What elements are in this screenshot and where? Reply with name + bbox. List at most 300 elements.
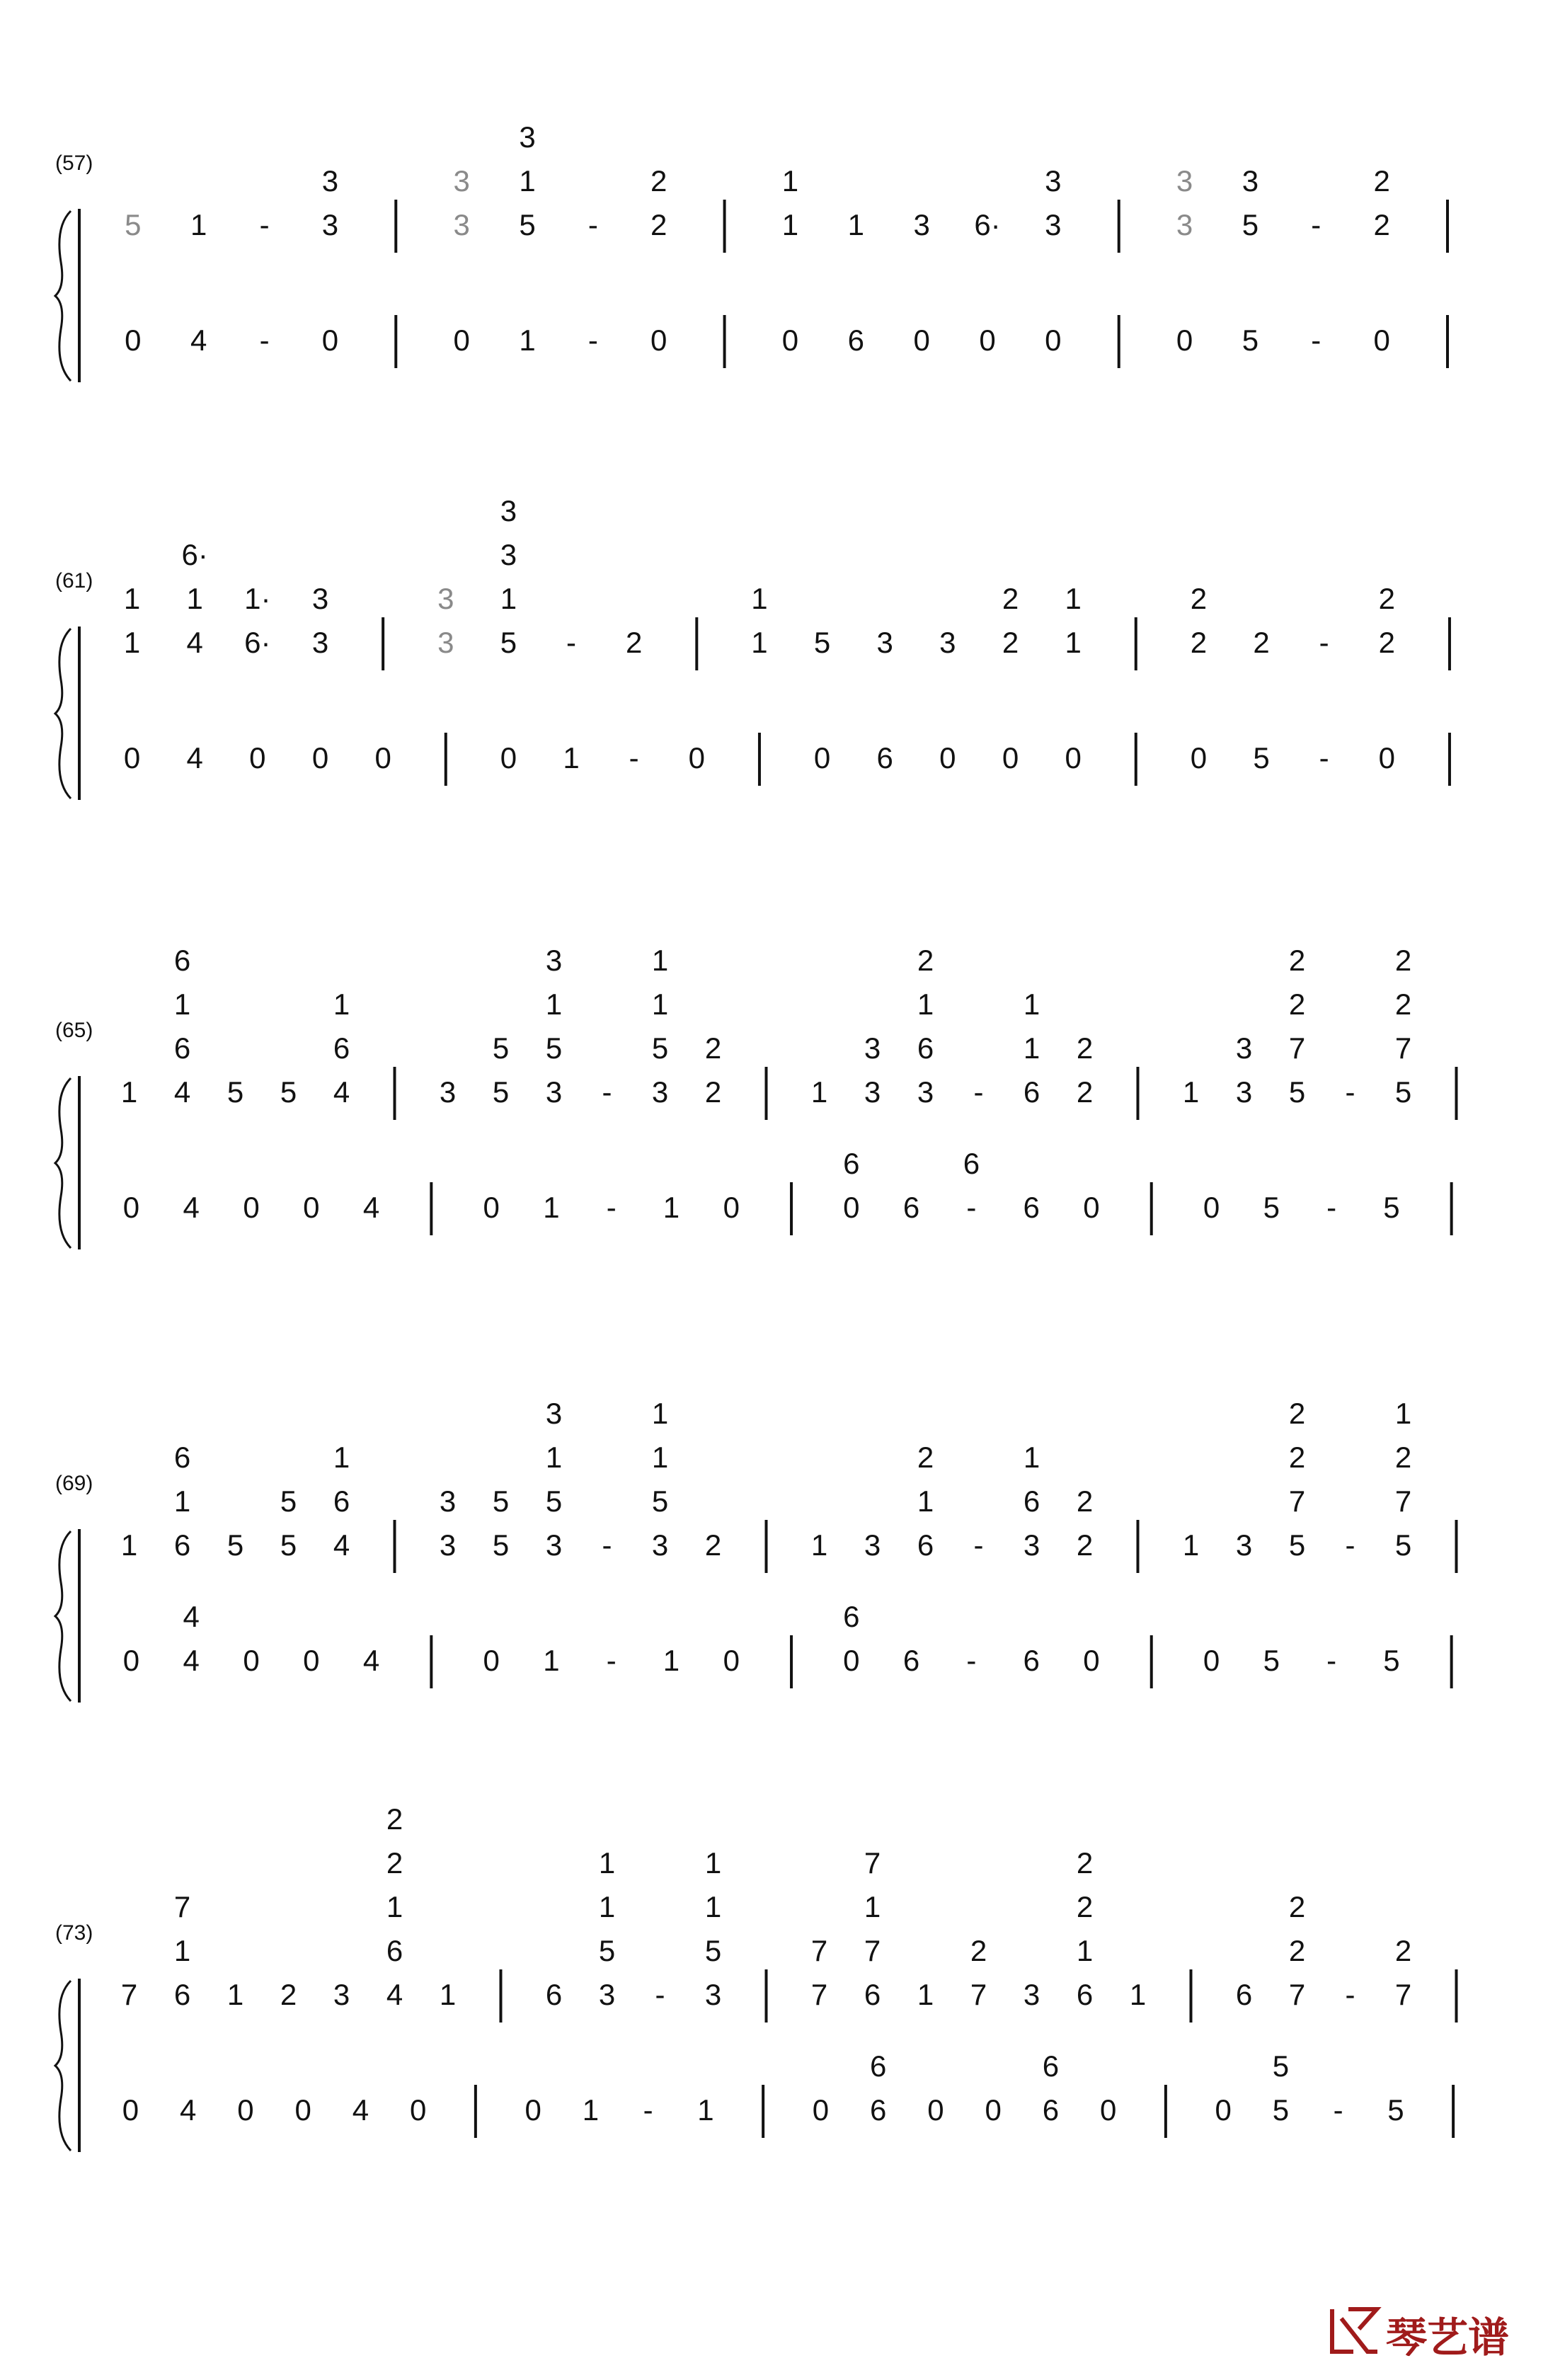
note: - [1319, 741, 1329, 774]
note: 0 [374, 741, 391, 774]
note: 5 [1387, 2093, 1404, 2127]
note: 3 [453, 208, 470, 241]
note: 3 [545, 944, 563, 977]
note: 0 [409, 2093, 427, 2127]
note: 0 [1373, 324, 1390, 357]
note: - [1326, 1191, 1337, 1224]
note: 5 [1288, 1075, 1306, 1109]
score-system [55, 1397, 1457, 1703]
note: 2 [1288, 1441, 1306, 1474]
note: - [643, 2093, 653, 2127]
note: 1 [500, 582, 517, 615]
note: 1 [543, 1644, 560, 1677]
note: 1 [704, 1846, 722, 1880]
note: 1 [227, 1978, 244, 2011]
note: 1 [651, 988, 669, 1021]
note: 2 [917, 1441, 934, 1474]
measure-number: (57) [55, 151, 93, 175]
note: 0 [1176, 324, 1193, 357]
note: 4 [362, 1644, 380, 1677]
note: 5 [1242, 324, 1259, 357]
note: 1 [120, 1528, 138, 1562]
note: 1 [1394, 1397, 1412, 1430]
note: 6· [244, 626, 271, 659]
note: 0 [1378, 741, 1395, 774]
note: 6 [843, 1147, 860, 1180]
note: 0 [453, 324, 470, 357]
note: 2 [1076, 1846, 1094, 1880]
note: 0 [927, 2093, 944, 2127]
note: 1 [333, 1441, 350, 1474]
note: 3 [1235, 1075, 1253, 1109]
note: 0 [249, 741, 266, 774]
note: 1 [781, 208, 799, 241]
note: - [1345, 1528, 1355, 1562]
note: 3 [439, 1075, 457, 1109]
note: - [629, 741, 639, 774]
note: 2 [1288, 1934, 1306, 1967]
note: 6· [974, 208, 1001, 241]
note: 7 [970, 1978, 987, 2011]
note: 3 [545, 1528, 563, 1562]
note: 3 [1235, 1528, 1253, 1562]
note: 5 [280, 1528, 297, 1562]
note: - [587, 324, 598, 357]
note: 1 [651, 1441, 669, 1474]
note: 2 [1373, 208, 1390, 241]
note: 7 [173, 1890, 191, 1923]
note: 1 [582, 2093, 600, 2127]
note: 7 [1394, 1978, 1412, 2011]
note: 1 [917, 1978, 934, 2011]
note: 3 [519, 120, 536, 154]
note: - [566, 626, 577, 659]
note: 1 [545, 1441, 563, 1474]
note: 2 [704, 1528, 722, 1562]
note: - [1311, 208, 1321, 241]
note: 3 [1023, 1528, 1040, 1562]
note: 3 [311, 582, 329, 615]
note: 5 [1263, 1191, 1280, 1224]
score-systems [55, 120, 1457, 2152]
note: 7 [1288, 1031, 1306, 1065]
note: 3 [939, 626, 956, 659]
note: 1 [1182, 1075, 1200, 1109]
note: 3 [864, 1528, 881, 1562]
note: 3 [1045, 164, 1062, 198]
note: 7 [1394, 1484, 1412, 1518]
note: 1 [663, 1644, 680, 1677]
note: 2 [704, 1075, 722, 1109]
note: 1· [244, 582, 271, 615]
measure-number: (73) [55, 1921, 93, 1945]
note: 1 [1129, 1978, 1147, 2011]
note: 2 [1394, 944, 1412, 977]
note: - [602, 1075, 612, 1109]
note: 1 [1023, 1441, 1040, 1474]
note: 2 [1253, 626, 1270, 659]
note: 0 [1215, 2093, 1232, 2127]
note: 3 [453, 164, 470, 198]
note: 6 [864, 1978, 881, 2011]
note: 0 [650, 324, 667, 357]
note: 1 [1076, 1934, 1094, 1967]
note: - [966, 1191, 977, 1224]
note: 6 [386, 1934, 403, 1967]
note: 6 [1023, 1075, 1040, 1109]
note: 3 [913, 208, 930, 241]
note: 1 [651, 1397, 669, 1430]
note: - [259, 208, 270, 241]
note: 7 [864, 1934, 881, 1967]
note: 0 [311, 741, 329, 774]
site-logo [1332, 2309, 1509, 2362]
note: 5 [1272, 2049, 1290, 2083]
note: 2 [1288, 1890, 1306, 1923]
note: 6 [843, 1600, 860, 1633]
note: 1 [190, 208, 207, 241]
note: 1 [333, 988, 350, 1021]
note: 1 [173, 1484, 191, 1518]
note: 0 [813, 741, 831, 774]
note: 3 [545, 1075, 563, 1109]
note: 4 [190, 324, 207, 357]
note: 1 [751, 582, 768, 615]
note: 3 [876, 626, 893, 659]
note: 0 [1045, 324, 1062, 357]
note: 3 [500, 494, 517, 527]
note: 6 [876, 741, 893, 774]
note: 2 [1002, 582, 1019, 615]
note: 6 [963, 1147, 980, 1180]
note: 3 [437, 582, 454, 615]
note: 3 [651, 1075, 669, 1109]
note: - [1311, 324, 1321, 357]
note: 1 [704, 1890, 722, 1923]
note: 1 [173, 988, 191, 1021]
note: 5 [227, 1075, 244, 1109]
note: 5 [492, 1075, 510, 1109]
note: 6 [869, 2093, 887, 2127]
note: 1 [810, 1528, 828, 1562]
note: 3 [1242, 164, 1259, 198]
note: 1 [697, 2093, 714, 2127]
note: 6 [1042, 2093, 1060, 2127]
note: 0 [483, 1191, 500, 1224]
note: 0 [1065, 741, 1082, 774]
note: 0 [688, 741, 705, 774]
note: 2 [386, 1846, 403, 1880]
note: 1 [173, 1934, 191, 1967]
note: 3 [333, 1978, 350, 2011]
note: - [1333, 2093, 1343, 2127]
score-system [55, 120, 1447, 382]
note: 1 [123, 582, 141, 615]
note: 0 [985, 2093, 1002, 2127]
note: 5 [1242, 208, 1259, 241]
note: 6 [333, 1031, 350, 1065]
note: 1 [751, 626, 768, 659]
note: 5 [1383, 1644, 1400, 1677]
note: 0 [1203, 1191, 1220, 1224]
note: 5 [1394, 1528, 1412, 1562]
note: 3 [311, 626, 329, 659]
note: 1 [1182, 1528, 1200, 1562]
note: - [973, 1528, 984, 1562]
note: 2 [1288, 944, 1306, 977]
note: 0 [303, 1191, 320, 1224]
note: 0 [939, 741, 956, 774]
note: 3 [439, 1528, 457, 1562]
note: 5 [492, 1484, 510, 1518]
note: 3 [1023, 1978, 1040, 2011]
note: 6 [173, 1978, 191, 2011]
note: 3 [321, 164, 339, 198]
note: 5 [598, 1934, 616, 1967]
note: 4 [179, 2093, 197, 2127]
note: 6 [173, 1528, 191, 1562]
note: 5 [1288, 1528, 1306, 1562]
note: 4 [362, 1191, 380, 1224]
note: 0 [843, 1191, 860, 1224]
note: 3 [864, 1031, 881, 1065]
note: 6 [1023, 1191, 1040, 1224]
note: 1 [847, 208, 864, 241]
note: 6 [917, 1031, 934, 1065]
note: 4 [173, 1075, 191, 1109]
note: 5 [280, 1484, 297, 1518]
note: 0 [1190, 741, 1208, 774]
note: 3 [321, 208, 339, 241]
note: 1 [519, 164, 536, 198]
note: 3 [1176, 208, 1193, 241]
note: - [606, 1644, 617, 1677]
note: 5 [492, 1031, 510, 1065]
note: 6 [1076, 1978, 1094, 2011]
note: 1 [1065, 626, 1082, 659]
note: 7 [1288, 1978, 1306, 2011]
note: 1 [663, 1191, 680, 1224]
note: 3 [917, 1075, 934, 1109]
note: 5 [125, 208, 142, 241]
note: 4 [186, 626, 203, 659]
note: 1 [598, 1846, 616, 1880]
brace-icon [55, 629, 71, 799]
note: 2 [1394, 988, 1412, 1021]
note: 6 [847, 324, 864, 357]
measure-number: (65) [55, 1019, 93, 1042]
note: 0 [500, 741, 517, 774]
note: 0 [294, 2093, 311, 2127]
note: 1 [864, 1890, 881, 1923]
measure-number: (61) [55, 569, 93, 593]
note: 4 [183, 1644, 200, 1677]
note: 2 [280, 1978, 297, 2011]
note: 0 [125, 324, 142, 357]
note: 6 [333, 1484, 350, 1518]
note: 1 [598, 1890, 616, 1923]
note: 2 [704, 1031, 722, 1065]
note: 1 [386, 1890, 403, 1923]
note: 3 [704, 1978, 722, 2011]
note: 5 [1253, 741, 1270, 774]
logo-mark-icon [1332, 2309, 1377, 2352]
note: 1 [1023, 1031, 1040, 1065]
note: 1 [1065, 582, 1082, 615]
note: 5 [813, 626, 831, 659]
note: 6 [173, 944, 191, 977]
note: 3 [651, 1528, 669, 1562]
score-system [55, 494, 1450, 800]
note: - [973, 1075, 984, 1109]
note: 0 [1002, 741, 1019, 774]
note: 2 [1076, 1890, 1094, 1923]
note: 1 [917, 988, 934, 1021]
note: 1 [1023, 988, 1040, 1021]
note: 7 [810, 1978, 828, 2011]
note: 1 [651, 944, 669, 977]
note: 2 [1076, 1031, 1094, 1065]
note: 2 [650, 208, 667, 241]
note: 0 [237, 2093, 254, 2127]
note: 4 [352, 2093, 369, 2127]
note: 5 [1383, 1191, 1400, 1224]
note: - [602, 1528, 612, 1562]
note: 0 [1203, 1644, 1220, 1677]
note: 0 [812, 2093, 830, 2127]
note: - [587, 208, 598, 241]
note: 0 [483, 1644, 500, 1677]
note: - [606, 1191, 617, 1224]
note: 1 [563, 741, 580, 774]
note: 3 [1235, 1031, 1253, 1065]
note: 1 [123, 626, 141, 659]
note: 6 [902, 1191, 920, 1224]
note: 5 [1263, 1644, 1280, 1677]
note: 0 [1083, 1644, 1100, 1677]
note: 6 [1023, 1484, 1040, 1518]
note: 3 [864, 1075, 881, 1109]
note: 0 [122, 2093, 139, 2127]
note: 6 [545, 1978, 563, 2011]
note: 5 [704, 1934, 722, 1967]
note: 0 [723, 1191, 740, 1224]
note: 5 [545, 1484, 563, 1518]
note: 2 [1076, 1075, 1094, 1109]
note: 1 [545, 988, 563, 1021]
measure-number: (69) [55, 1472, 93, 1495]
note: - [259, 324, 270, 357]
note: 0 [303, 1644, 320, 1677]
note: 7 [810, 1934, 828, 1967]
note: 0 [913, 324, 930, 357]
note: 2 [1002, 626, 1019, 659]
note: 0 [979, 324, 996, 357]
note: 3 [1176, 164, 1193, 198]
note: 6 [173, 1441, 191, 1474]
note: 5 [227, 1528, 244, 1562]
note: 2 [970, 1934, 987, 1967]
note: 3 [545, 1397, 563, 1430]
note: 2 [626, 626, 643, 659]
brace-icon [55, 1078, 71, 1248]
note: 5 [280, 1075, 297, 1109]
note: - [1319, 626, 1329, 659]
note: 3 [1045, 208, 1062, 241]
note: 2 [917, 944, 934, 977]
note: 0 [122, 1644, 140, 1677]
note: 4 [183, 1600, 200, 1633]
note: 2 [1076, 1484, 1094, 1518]
note: - [655, 1978, 665, 2011]
note: 6· [181, 538, 208, 571]
note: 1 [781, 164, 799, 198]
note: 3 [500, 538, 517, 571]
note: 6 [917, 1528, 934, 1562]
note: 0 [123, 741, 141, 774]
note: 1 [186, 582, 203, 615]
note: 1 [120, 1075, 138, 1109]
note: 6 [173, 1031, 191, 1065]
note: 3 [439, 1484, 457, 1518]
note: 2 [1190, 626, 1208, 659]
note: 2 [1394, 1441, 1412, 1474]
note: 0 [243, 1644, 260, 1677]
note: - [1345, 1978, 1355, 2011]
note: 0 [524, 2093, 541, 2127]
note: 2 [1378, 582, 1395, 615]
brace-icon [55, 1981, 71, 2151]
note: 2 [1378, 626, 1395, 659]
note: 4 [183, 1191, 200, 1224]
score-system [55, 944, 1457, 1249]
note: 1 [519, 324, 536, 357]
note: 5 [1272, 2093, 1290, 2127]
note: 5 [651, 1484, 669, 1518]
note: 1 [543, 1191, 560, 1224]
note: 0 [243, 1191, 260, 1224]
note: 6 [1235, 1978, 1253, 2011]
note: 7 [1394, 1031, 1412, 1065]
note: - [1345, 1075, 1355, 1109]
note: 2 [1076, 1528, 1094, 1562]
note: 1 [439, 1978, 457, 2011]
note: 0 [843, 1644, 860, 1677]
note: 6 [902, 1644, 920, 1677]
note: 2 [650, 164, 667, 198]
note: 4 [333, 1528, 350, 1562]
note: 2 [1190, 582, 1208, 615]
note: 6 [1023, 1644, 1040, 1677]
note: 5 [492, 1528, 510, 1562]
note: 0 [122, 1191, 140, 1224]
note: 4 [186, 741, 203, 774]
note: 3 [598, 1978, 616, 2011]
note: 2 [1288, 988, 1306, 1021]
note: 2 [1288, 1397, 1306, 1430]
note: 1 [917, 1484, 934, 1518]
note: 7 [120, 1978, 138, 2011]
brace-icon [55, 211, 71, 381]
note: 3 [437, 626, 454, 659]
note: 0 [723, 1644, 740, 1677]
score-system [55, 1802, 1457, 2152]
note: 1 [810, 1075, 828, 1109]
note: 0 [1083, 1191, 1100, 1224]
note: 5 [651, 1031, 669, 1065]
note: 2 [1373, 164, 1390, 198]
note: 6 [1042, 2049, 1060, 2083]
